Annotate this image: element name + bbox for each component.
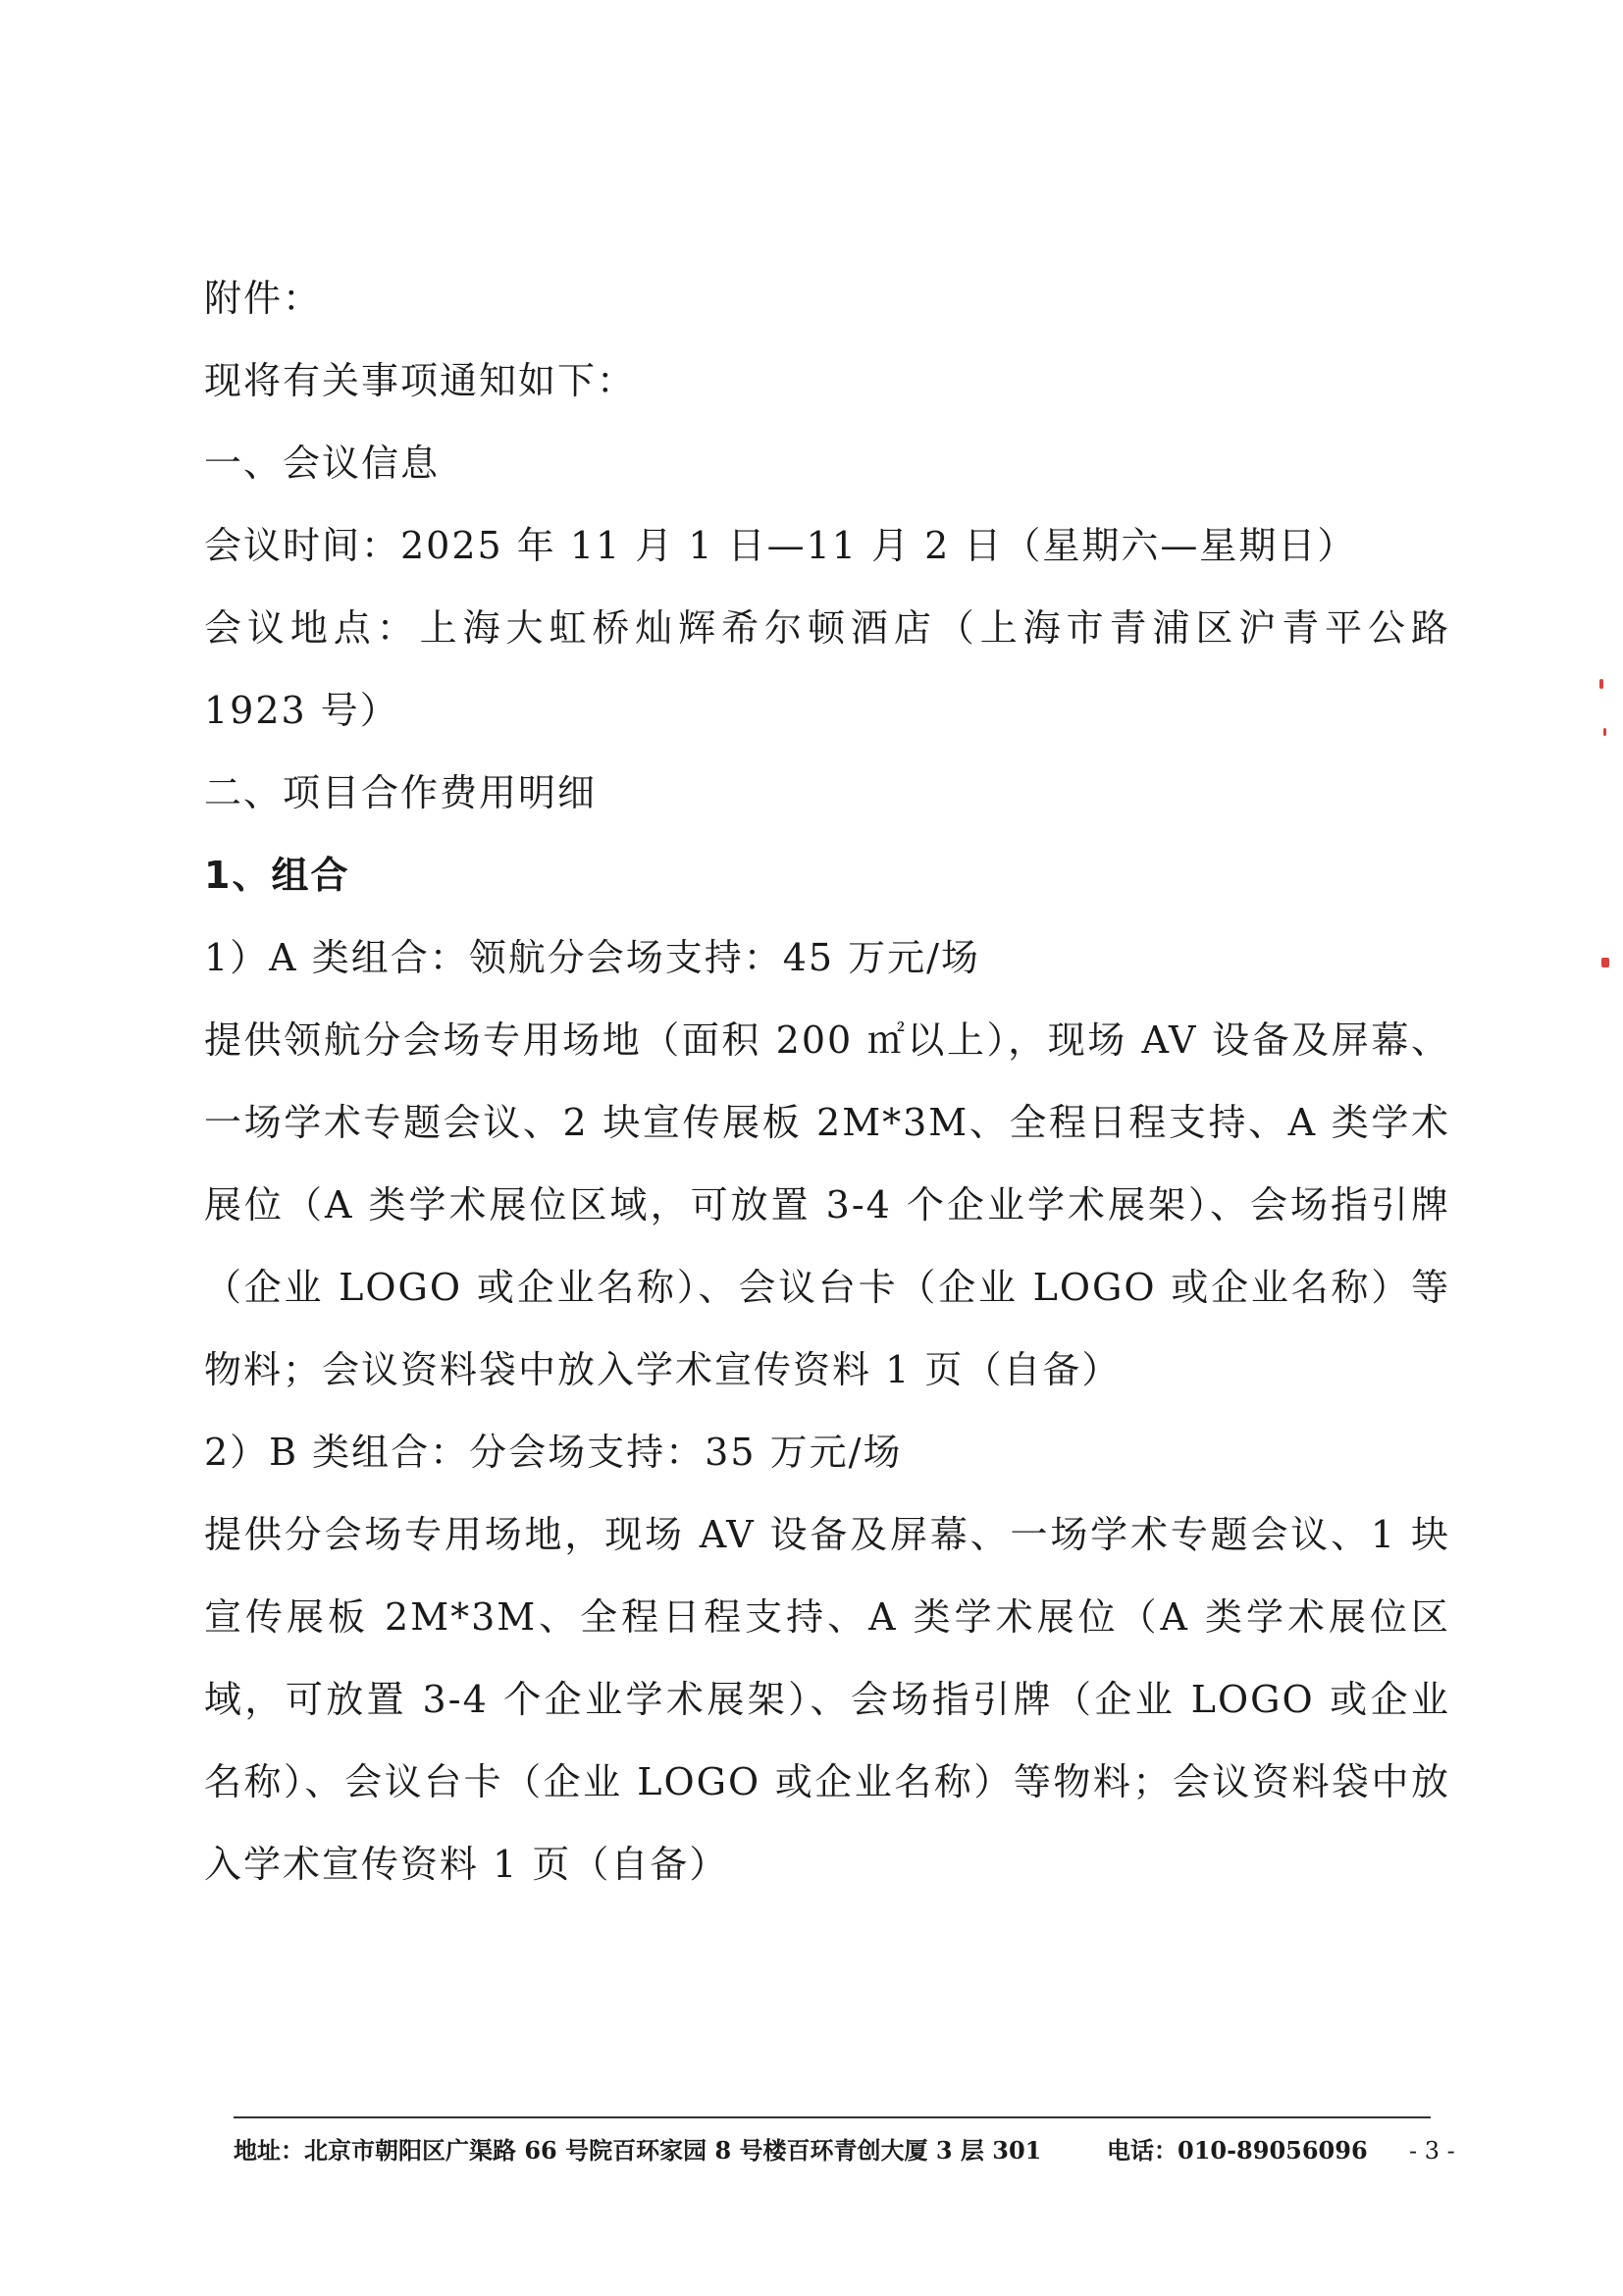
package-a-title: 1）A 类组合：领航分会场支持：45 万元/场 (204, 936, 980, 979)
section-heading-meeting-info: 一、会议信息 (204, 442, 441, 485)
package-a-description: 提供领航分会场专用场地（面积 200 ㎡以上），现场 AV 设备及屏幕、一场学术专题会议、2 块宣传展板 2M*3M、全程日程支持、A 类学术展位（A 类学术展位区域，可放置 3-4 个企业学术展架）、会场指引牌（企业 LOGO 或企业名称）、会议台卡（企业 LOGO 或企业名称）等物料；会议资料袋中放入学术宣传资料 1 页（自备） (204, 1018, 1450, 1391)
meeting-time: 会议时间：2025 年 11 月 1 日—11 月 2 日（星期六—星期日） (204, 524, 1357, 567)
attachment-label: 附件： (204, 277, 323, 320)
page-footer (234, 2131, 1460, 2170)
subheading-packages: 1、组合 (204, 854, 350, 897)
document-body (204, 257, 1450, 1905)
section-heading-fee-details: 二、项目合作费用明细 (204, 771, 598, 814)
footer-address: 地址：北京市朝阳区广渠路 66 号院百环家园 8 号楼百环青创大厦 3 层 301 (234, 2136, 1042, 2165)
intro-line: 现将有关事项通知如下： (204, 359, 637, 402)
stamp-edge-mark (1603, 728, 1606, 736)
footer-phone: 电话：010-89056096 (1107, 2136, 1368, 2165)
meeting-location: 会议地点：上海大虹桥灿辉希尔顿酒店（上海市青浦区沪青平公路 1923 号） (204, 606, 1450, 732)
footer-divider (234, 2116, 1431, 2118)
stamp-edge-mark (1601, 958, 1609, 967)
package-b-title: 2）B 类组合：分会场支持：35 万元/场 (204, 1431, 903, 1474)
stamp-edge-mark (1599, 679, 1603, 689)
page-number: - 3 - (1409, 2137, 1455, 2165)
package-b-description: 提供分会场专用场地，现场 AV 设备及屏幕、一场学术专题会议、1 块宣传展板 2M*3M、全程日程支持、A 类学术展位（A 类学术展位区域，可放置 3-4 个企业学术展架）、会场指引牌（企业 LOGO 或企业名称）、会议台卡（企业 LOGO 或企业名称）等物料；会议资料袋中放入学术宣传资料 1 页（自备） (204, 1513, 1450, 1886)
